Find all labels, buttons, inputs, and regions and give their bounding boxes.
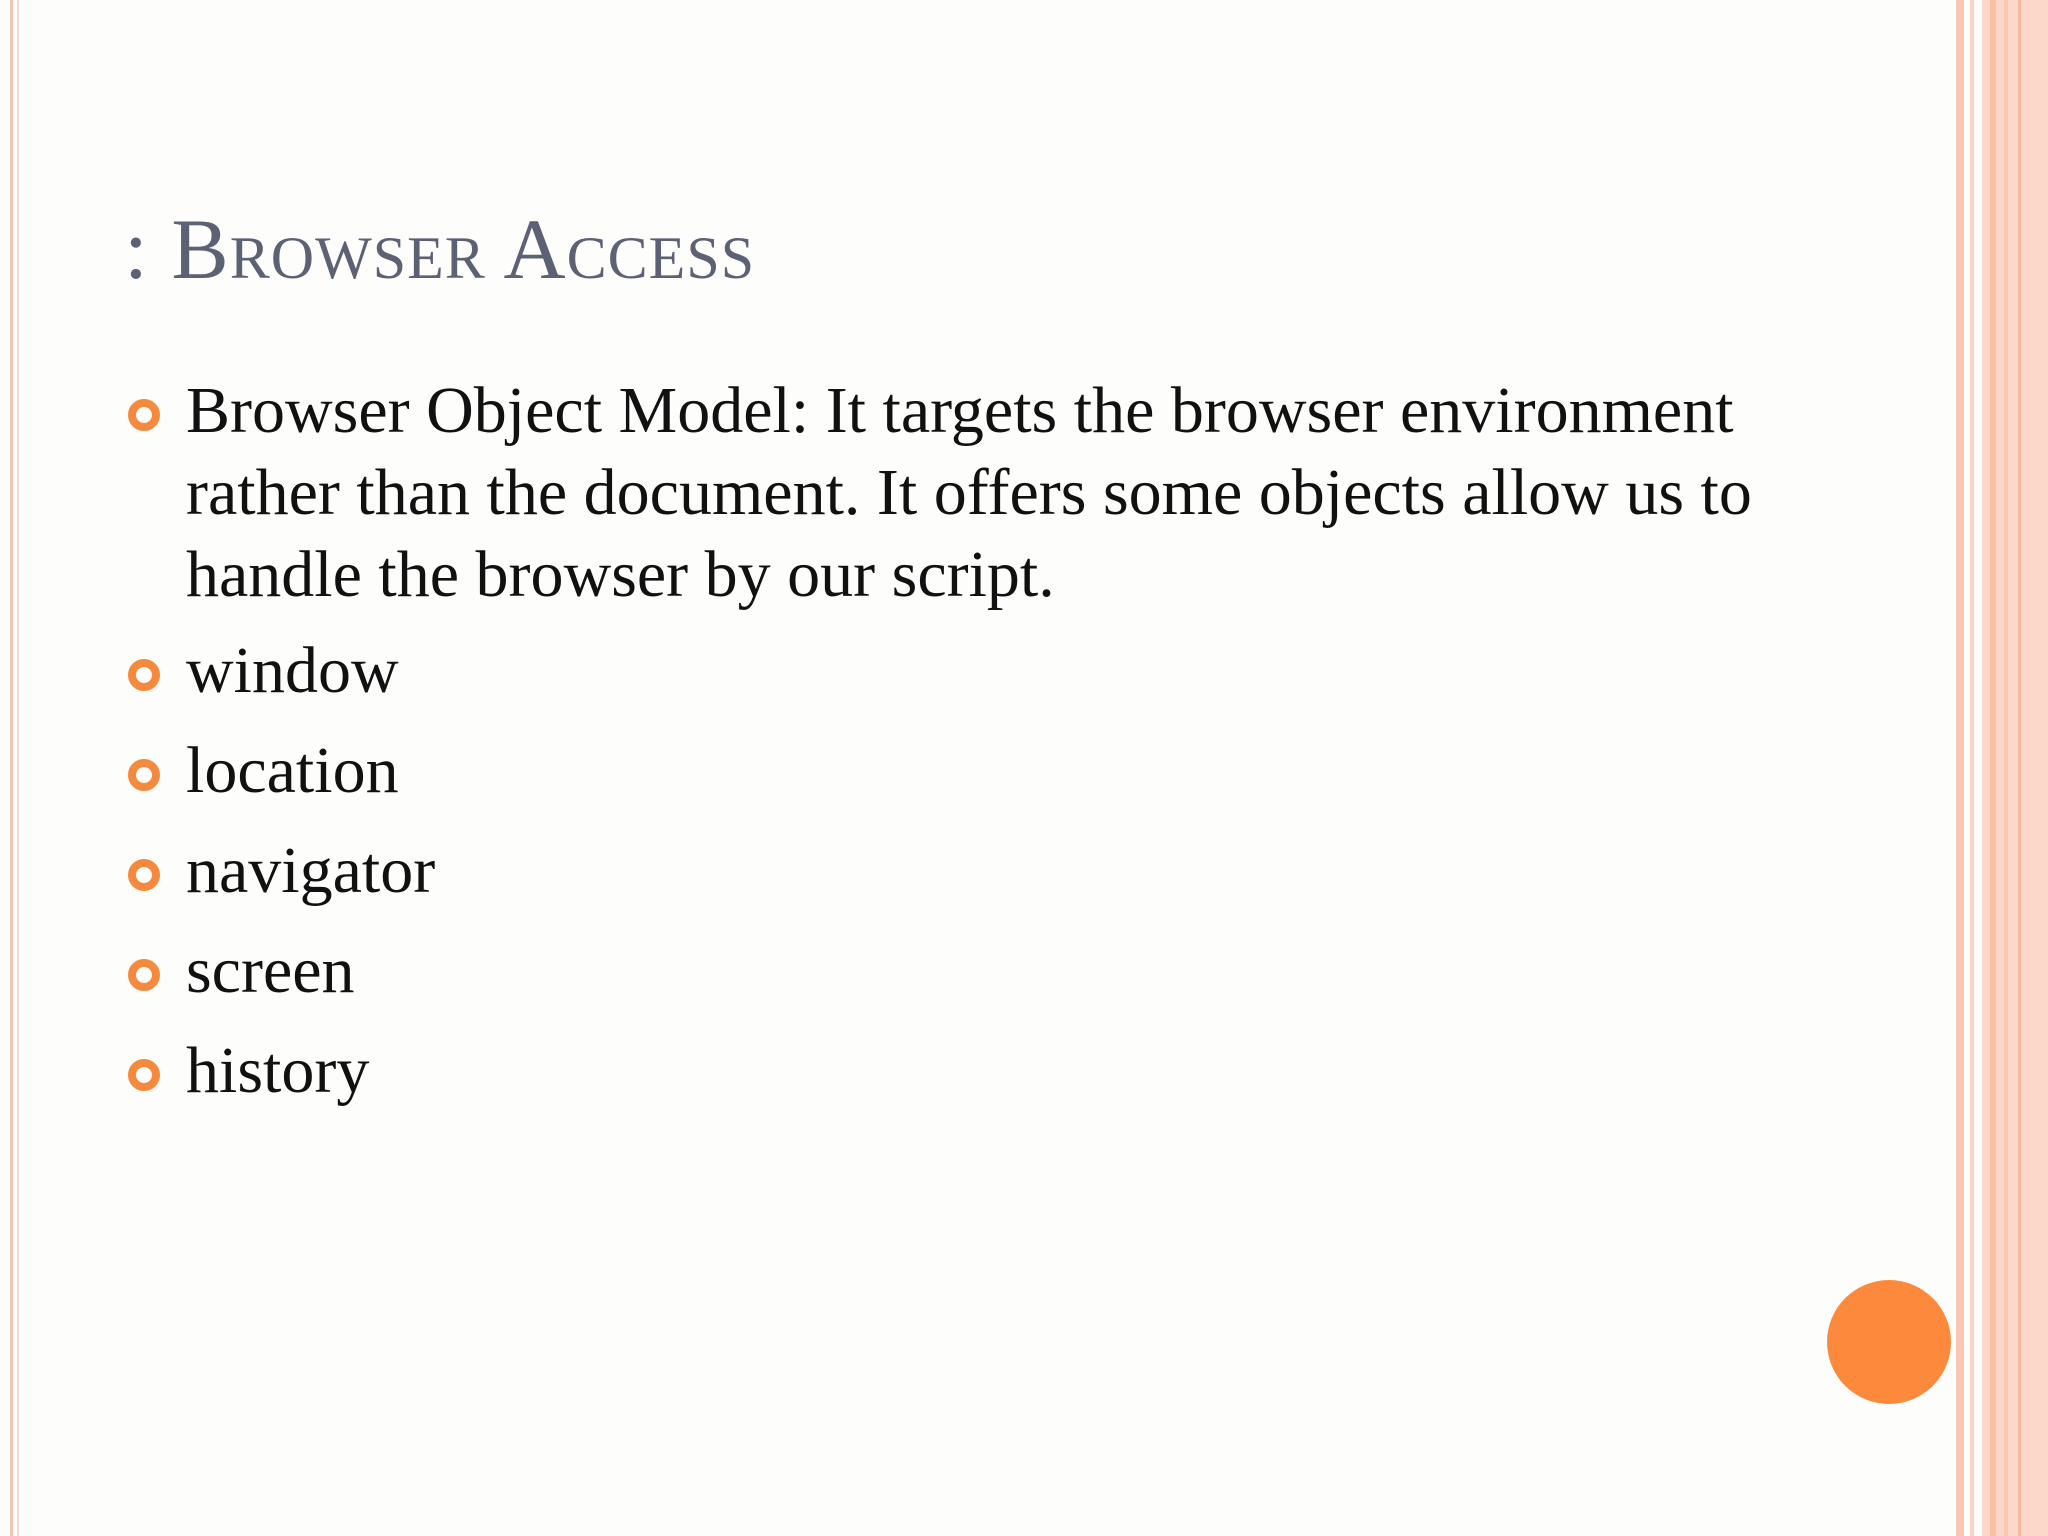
bullet-item: [124, 630, 1764, 712]
bullet-list: [124, 370, 1764, 1130]
left-border-line-inner: [17, 0, 19, 1536]
right-border-stripe: [1970, 0, 1974, 1536]
right-border-stripe: [1956, 0, 1964, 1536]
ring-bullet-icon: [128, 659, 160, 691]
bullet-text: history: [186, 1034, 370, 1107]
bullet-text: navigator: [186, 834, 436, 907]
bullet-item: [124, 930, 1764, 1012]
right-border-stripe: [2004, 0, 2008, 1536]
ring-bullet-icon: [128, 399, 160, 431]
ring-bullet-icon: [128, 759, 160, 791]
bullet-item: [124, 1030, 1764, 1112]
right-border-stripe: [2018, 0, 2021, 1536]
bullet-text: screen: [186, 934, 355, 1007]
ring-bullet-icon: [128, 859, 160, 891]
right-border-stripe: [1990, 0, 1996, 1536]
orange-circle-decoration: [1827, 1280, 1951, 1404]
left-border-line: [10, 0, 13, 1536]
bullet-text: window: [186, 634, 399, 707]
bullet-item: [124, 730, 1764, 812]
slide-title: : Browser Access: [124, 201, 756, 297]
ring-bullet-icon: [128, 959, 160, 991]
bullet-item: [124, 830, 1764, 912]
bullet-text: location: [186, 734, 399, 807]
ring-bullet-icon: [128, 1059, 160, 1091]
bullet-text: Browser Object Model: It targets the browser environment rather than the document. It offers some objects allow us to handle the browser by our script.: [186, 374, 1752, 611]
bullet-item: [124, 370, 1764, 616]
